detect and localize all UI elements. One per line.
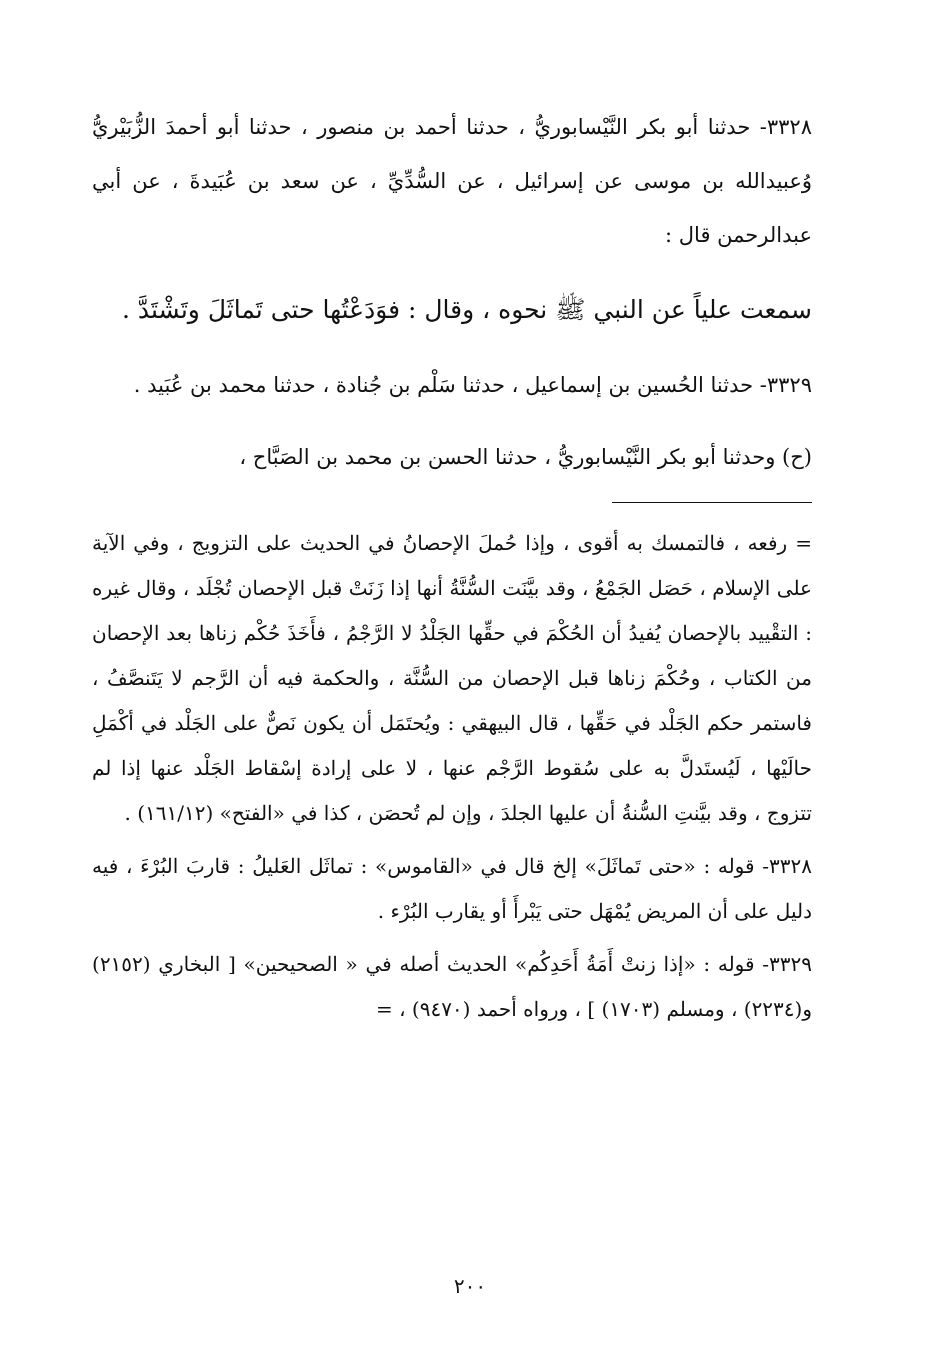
hadith-3328-chain: ٣٣٢٨- حدثنا أبو بكر النَّيْسابوريُّ ، حدثنا أحمد بن منصور ، حدثنا أبو أحمدَ الزُّبَيْريُّ وُعبيدالله بن موسى عن إسرائيل ، عن السُّدِّيِّ ، عن سعد بن عُبَيدةَ ، عن أبي عبدالرحمن قال : <box>92 115 812 247</box>
hadith-3328-text: سمعت علياً عن النبي ﷺ نحوه ، وقال : فوَدَعْتُها حتى تَماثَلَ وتَشْتَدَّ . <box>121 295 812 324</box>
page-content <box>92 100 812 1040</box>
page-number: ٢٠٠ <box>453 1274 487 1298</box>
footnote-continuation: = رفعه ، فالتمسك به أقوى ، وإذا حُملَ الإحصانُ في الحديث على التزويج ، وفي الآية على الإسلام ، حَصَل الجَمْعُ ، وقد بيَّنَت السُّنَّةُ أنها إذا زَنَتْ قبل الإحصان تُجْلَد ، وقال غيره : التقْييد بالإحصان يُفيدُ أن الحُكْمَ في حقِّها الجَلْدُ لا الرَّجْمُ ، فأَخَذَ حُكْم زناها بعد الإحصان من الكتاب ، وحُكْمَ زناها قبل الإحصان من السُّنَّة ، والحكمة فيه أن الرَّجم لا يَتَنصَّفُ ، فاستمر حكم الجَلْد في حَقِّها ، قال البيهقي : ويُحتَمَل أن يكون نَصٌّ على الجَلْد في أكْمَلِ حالَيْها ، لَيُستَدلَّ به على سُقوط الرَّجْم عنها ، لا على إرادة إسْقاط الجَلْد عنها إذا لم تتزوج ، وقد بيَّنتِ السُّنةُ أن عليها الجلدَ ، وإن لم تُحصَن ، كذا في «الفتح» (١٦١/١٢) . <box>92 531 812 825</box>
hadith-3329-alt-chain: (ح) وحدثنا أبو بكر النَّيْسابوريُّ ، حدثنا الحسن بن محمد بن الصَبَّاح ، <box>239 445 812 469</box>
footnotes <box>92 521 812 1032</box>
footnote-3329: ٣٣٢٩- قوله : «إذا زنتْ أَمَةُ أَحَدِكُم» الحديث أصله في « الصحيحين» [ البخاري (٢١٥٢) و(٢٢٣٤) ، ومسلم (١٧٠٣) ] ، ورواه أحمد (٩٤٧٠) ، = <box>92 952 812 1021</box>
footnote-divider <box>612 502 812 503</box>
main-text <box>92 100 812 484</box>
hadith-3329-chain: ٣٣٢٩- حدثنا الحُسين بن إسماعيل ، حدثنا سَلْم بن جُنادة ، حدثنا محمد بن عُبَيد . <box>133 373 812 397</box>
footnote-3328: ٣٣٢٨- قوله : «حتى تَماثَلَ» إلخ قال في «القاموس» : تماثَل العَليلُ : قاربَ البُرْءَ ، فيه دليل على أن المريض يُمْهَل حتى يَبْرأَ أو يقارب البُرْء . <box>92 854 812 923</box>
